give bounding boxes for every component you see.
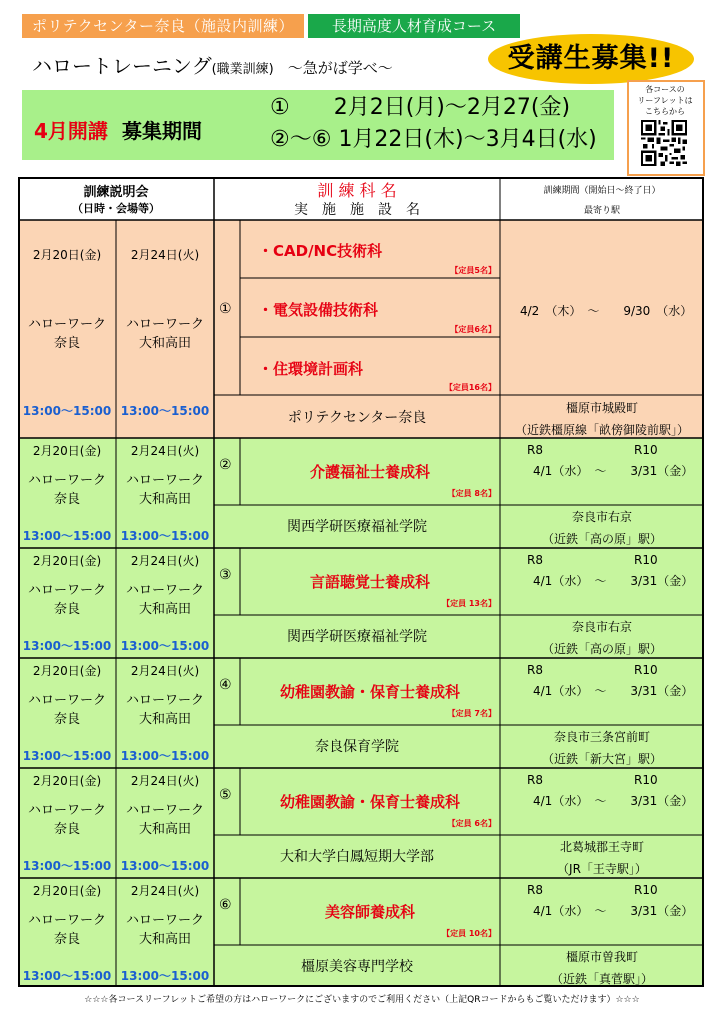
training-period: 4/2 （木） ～ 9/30 （水） [520, 304, 693, 318]
venue-line: ハローワーク [27, 913, 106, 928]
course-capacity: 【定員 8名】 [447, 489, 496, 498]
facility-name: ポリテクセンター奈良 [287, 410, 427, 426]
session-time: 13:00～15:00 [22, 529, 112, 543]
nearest-station [500, 946, 704, 990]
venue-line: ハローワーク [27, 473, 106, 488]
station-line: （近鉄橿原線「畝傍御陵前駅」） [514, 423, 689, 437]
course-number: ④ [219, 677, 232, 693]
course-capacity: 【定員16名】 [444, 383, 496, 392]
venue-line: 大和高田 [138, 822, 191, 837]
session-time: 13:00～15:00 [120, 859, 210, 873]
course-name: ・住環境計画科 [258, 360, 364, 378]
recruit-period-2: ②～⑥ 1月22日(木)～3月4日(水) [270, 127, 597, 152]
session-time: 13:00～15:00 [120, 969, 210, 983]
training-period: 4/1（水） ～ 3/31（金） [533, 794, 694, 808]
period-end-year: R10 [634, 883, 658, 897]
training-period: 4/1（水） ～ 3/31（金） [533, 684, 694, 698]
session-time: 13:00～15:00 [22, 859, 112, 873]
course-name: 幼稚園教諭・保育士養成科 [279, 683, 460, 701]
session-date: 2月24日(火) [130, 444, 200, 458]
station-line: （近鉄「高の原」駅） [541, 642, 662, 656]
qr-note [629, 84, 701, 117]
venue-line: 奈良 [53, 822, 80, 837]
period-end-year: R10 [634, 443, 658, 457]
subtitle-main: ハロートレーニング [32, 54, 212, 78]
course-type-tag: 長期高度人材育成コース [308, 14, 520, 38]
period-end-year: R10 [634, 663, 658, 677]
venue-line: 奈良 [53, 712, 80, 727]
open-month: 4月開講 [34, 119, 108, 143]
period-start-year: R8 [527, 443, 543, 457]
course-number: ① [219, 301, 232, 317]
station-line: （近鉄「新大宮」駅） [541, 752, 662, 766]
course-number: ⑤ [219, 787, 232, 803]
course-name: 介護福祉士養成科 [309, 463, 430, 481]
qr-note-line: 各コースの [645, 85, 685, 94]
session-time: 13:00～15:00 [120, 529, 210, 543]
period-start-year: R8 [527, 883, 543, 897]
nearest-station [500, 836, 704, 880]
qr-note-line: こちらから [645, 107, 685, 116]
venue-line: 奈良 [53, 492, 80, 507]
nearest-station [500, 726, 704, 770]
facility-name: 橿原美容専門学校 [301, 959, 413, 975]
venue-line: ハローワーク [27, 693, 106, 708]
facility-tag: ポリテクセンター奈良（施設内訓練） [22, 14, 304, 38]
session-venue [116, 579, 214, 617]
course-capacity: 【定員 13名】 [442, 599, 496, 608]
period-end-year: R10 [634, 773, 658, 787]
session-date: 2月20日(金) [32, 774, 102, 788]
station-line: 橿原市城殿町 [565, 401, 638, 415]
venue-line: ハローワーク [125, 317, 204, 332]
venue-line: ハローワーク [27, 317, 106, 332]
recruit-period-1: ① 2月2日(月)～2月27(金) [270, 95, 571, 120]
course-name: ・CAD/NC技術科 [258, 242, 383, 260]
venue-line: 奈良 [53, 602, 80, 617]
session-time: 13:00～15:00 [120, 404, 210, 418]
qr-note-line: リーフレットは [637, 96, 693, 105]
session-venue [18, 469, 116, 507]
venue-line: 奈良 [53, 336, 80, 351]
course-name: 言語聴覚士養成科 [309, 573, 430, 591]
session-time: 13:00～15:00 [120, 749, 210, 763]
period-start-year: R8 [527, 663, 543, 677]
facility-name: 関西学研医療福祉学院 [287, 519, 427, 535]
venue-line: 大和高田 [138, 336, 191, 351]
venue-line: ハローワーク [125, 583, 204, 598]
station-line: （近鉄「真菅駅」） [550, 972, 653, 986]
session-venue [116, 909, 214, 947]
course-number: ⑥ [219, 897, 232, 913]
venue-line: ハローワーク [125, 913, 204, 928]
course-capacity: 【定員5名】 [450, 266, 496, 275]
course-number: ③ [219, 567, 232, 583]
station-line: 北葛城郡王寺町 [559, 840, 644, 854]
session-venue [116, 313, 214, 351]
session-date: 2月20日(金) [32, 444, 102, 458]
period-header: 訓練期間（開始日～終了日） [543, 186, 661, 196]
session-time: 13:00～15:00 [120, 639, 210, 653]
period-end-year: R10 [634, 553, 658, 567]
session-venue [116, 469, 214, 507]
course-capacity: 【定員6名】 [450, 325, 496, 334]
course-header: 訓 練 科 名 [317, 181, 397, 200]
venue-line: 大和高田 [138, 492, 191, 507]
course-name: 美容師養成科 [324, 903, 415, 921]
session-date: 2月24日(火) [130, 248, 200, 262]
session-date: 2月20日(金) [32, 664, 102, 678]
nearest-station [500, 506, 704, 550]
station-line: （JR「王寺駅」） [557, 862, 647, 876]
session-time: 13:00～15:00 [22, 404, 112, 418]
station-line: 橿原市曽我町 [565, 950, 638, 964]
subtitle-paren: (職業訓練) [211, 62, 274, 77]
training-period: 4/1（水） ～ 3/31（金） [533, 574, 694, 588]
venue-line: ハローワーク [27, 803, 106, 818]
session-time: 13:00～15:00 [22, 969, 112, 983]
course-number: ② [219, 457, 232, 473]
venue-line: ハローワーク [125, 693, 204, 708]
venue-line: 大和高田 [138, 932, 191, 947]
course-capacity: 【定員 10名】 [442, 929, 496, 938]
session-subheader: （日時・会場等） [72, 202, 160, 215]
facility-name: 関西学研医療福祉学院 [287, 629, 427, 645]
facility-name: 大和大学白鳳短期大学部 [280, 849, 434, 865]
session-header: 訓練説明会 [83, 185, 149, 200]
facility-name: 奈良保育学院 [315, 739, 399, 755]
session-date: 2月20日(金) [32, 554, 102, 568]
session-venue [18, 799, 116, 837]
qr-code-icon[interactable] [641, 120, 687, 166]
recruit-badge [488, 34, 694, 84]
period-label: 募集期間 [122, 119, 202, 143]
station-header: 最寄り駅 [583, 206, 620, 216]
station-line: 奈良市右京 [571, 620, 632, 634]
venue-line: ハローワーク [125, 803, 204, 818]
venue-line: 大和高田 [138, 712, 191, 727]
training-period: 4/1（水） ～ 3/31（金） [533, 464, 694, 478]
session-date: 2月24日(火) [130, 774, 200, 788]
page-subtitle [32, 52, 393, 84]
session-date: 2月24日(火) [130, 884, 200, 898]
session-venue [18, 579, 116, 617]
venue-line: 大和高田 [138, 602, 191, 617]
session-date: 2月24日(火) [130, 664, 200, 678]
venue-line: ハローワーク [27, 583, 106, 598]
period-start-year: R8 [527, 553, 543, 567]
station-line: 奈良市三条宮前町 [553, 730, 650, 744]
period-start-year: R8 [527, 773, 543, 787]
session-date: 2月20日(金) [32, 248, 102, 262]
course-capacity: 【定員 7名】 [447, 709, 496, 718]
course-name: 幼稚園教諭・保育士養成科 [279, 793, 460, 811]
session-venue [18, 909, 116, 947]
session-venue [18, 689, 116, 727]
station-line: 奈良市右京 [571, 510, 632, 524]
venue-line: ハローワーク [125, 473, 204, 488]
nearest-station [500, 616, 704, 660]
course-capacity: 【定員 6名】 [447, 819, 496, 828]
training-period: 4/1（水） ～ 3/31（金） [533, 904, 694, 918]
session-date: 2月20日(金) [32, 884, 102, 898]
session-venue [116, 689, 214, 727]
course-name: ・電気設備技術科 [258, 301, 379, 319]
session-venue [18, 313, 116, 351]
facility-header: 実 施 施 設 名 [294, 202, 420, 218]
station-line: （近鉄「高の原」駅） [541, 532, 662, 546]
recruit-text: 受講生募集!! [507, 43, 675, 74]
footer-note: ☆☆☆各コースリーフレットご希望の方はハローワークにございますのでご利用ください（上記QRコードからもご覧いただけます）☆☆☆ [84, 995, 640, 1005]
session-time: 13:00～15:00 [22, 639, 112, 653]
subtitle-tagline: ～急がば学べ～ [287, 59, 393, 77]
nearest-station [500, 397, 704, 441]
session-time: 13:00～15:00 [22, 749, 112, 763]
venue-line: 奈良 [53, 932, 80, 947]
session-venue [116, 799, 214, 837]
session-date: 2月24日(火) [130, 554, 200, 568]
